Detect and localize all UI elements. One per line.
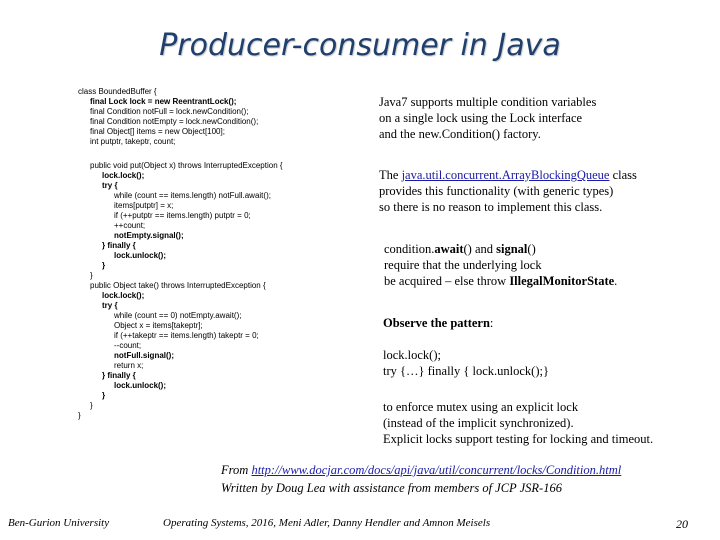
pattern-code-line: try {…} finally { lock.unlock();} — [383, 364, 549, 378]
note-line: on a single lock using the Lock interface — [379, 111, 583, 125]
note-text: () — [527, 242, 536, 256]
note-await-signal — [384, 241, 617, 289]
note-line: to enforce mutex using an explicit lock — [383, 400, 579, 414]
signal-keyword: signal — [496, 242, 528, 256]
note-line: and the new.Condition() factory. — [379, 127, 541, 141]
code-line: final Lock lock = new ReentrantLock(); — [90, 97, 237, 106]
note-text: : — [489, 316, 494, 330]
note-text: () and — [463, 242, 497, 256]
code-line: public Object take() throws InterruptedException { — [90, 281, 266, 290]
footer-university: Ben-Gurion University — [8, 517, 110, 529]
code-line: if (++putptr == items.length) putptr = 0; — [114, 211, 251, 220]
note-line: so there is no reason to implement this class. — [379, 200, 603, 214]
code-line: } — [102, 391, 106, 400]
pattern-heading: Observe the pattern — [383, 316, 490, 330]
code-line: lock.lock(); — [102, 291, 145, 300]
source-prefix: From — [221, 463, 252, 477]
note-conditions — [379, 94, 596, 142]
code-line: final Object[] items = new Object[100]; — [90, 127, 225, 136]
code-line: if (++takeptr == items.length) takeptr = 0; — [114, 331, 259, 340]
footer-course: Operating Systems, 2016, Meni Adler, Danny Hendler and Amnon Meisels — [163, 517, 491, 529]
code-line: while (count == items.length) notFull.await(); — [114, 191, 271, 200]
note-line: Java7 supports multiple condition variables — [379, 95, 597, 109]
code-line: } finally { — [102, 241, 136, 250]
code-line: } finally { — [102, 371, 136, 380]
source-author: Written by Doug Lea with assistance from members of JCP JSR-166 — [221, 481, 562, 495]
code-line: return x; — [114, 361, 144, 370]
note-line: (instead of the implicit synchronized). — [383, 416, 574, 430]
code-line: int putptr, takeptr, count; — [90, 137, 176, 146]
note-line: provides this functionality (with generic types) — [379, 184, 614, 198]
slide-title: Producer-consumer in Java — [159, 28, 561, 63]
note-array-blocking-queue — [379, 167, 637, 215]
code-line: lock.unlock(); — [114, 251, 167, 260]
code-line: } — [102, 261, 106, 270]
source-link[interactable]: http://www.docjar.com/docs/api/java/util/concurrent/locks/Condition.html — [251, 463, 622, 477]
code-line: class BoundedBuffer { — [78, 87, 157, 96]
source-citation — [221, 461, 621, 497]
page-number: 20 — [676, 517, 688, 531]
code-block — [78, 87, 368, 421]
code-line: Object x = items[takeptr]; — [114, 321, 203, 330]
note-text: . — [614, 274, 618, 288]
note-line: require that the underlying lock — [384, 258, 542, 272]
code-line: while (count == 0) notEmpty.await(); — [114, 311, 242, 320]
pattern-code-line: lock.lock(); — [383, 348, 441, 362]
code-line: ++count; — [114, 221, 146, 230]
code-line: try { — [102, 301, 118, 310]
code-line: lock.unlock(); — [114, 381, 167, 390]
code-line: notFull.signal(); — [114, 351, 174, 360]
code-line: } — [78, 411, 81, 420]
exception-name: IllegalMonitorState — [509, 274, 615, 288]
note-text: be acquired – else throw — [384, 274, 510, 288]
note-text: condition. — [384, 242, 435, 256]
code-line: lock.lock(); — [102, 171, 145, 180]
code-line: items[putptr] = x; — [114, 201, 174, 210]
note-pattern-heading — [383, 315, 493, 331]
code-line: notEmpty.signal(); — [114, 231, 184, 240]
code-line: try { — [102, 181, 118, 190]
code-line: final Condition notFull = lock.newCondition(); — [90, 107, 249, 116]
note-pattern-code — [383, 347, 549, 379]
code-line: } — [90, 271, 93, 280]
code-line: --count; — [114, 341, 142, 350]
code-line — [78, 147, 368, 161]
note-mutex — [383, 399, 653, 447]
note-text: The — [379, 168, 402, 182]
note-text: class — [609, 168, 637, 182]
code-line: public void put(Object x) throws InterruptedException { — [90, 161, 283, 170]
code-line: final Condition notEmpty = lock.newCondition(); — [90, 117, 259, 126]
note-line: Explicit locks support testing for locking and timeout. — [383, 432, 654, 446]
await-keyword: await — [434, 242, 464, 256]
abq-link[interactable]: java.util.concurrent.ArrayBlockingQueue — [401, 168, 610, 182]
code-line: } — [90, 401, 93, 410]
